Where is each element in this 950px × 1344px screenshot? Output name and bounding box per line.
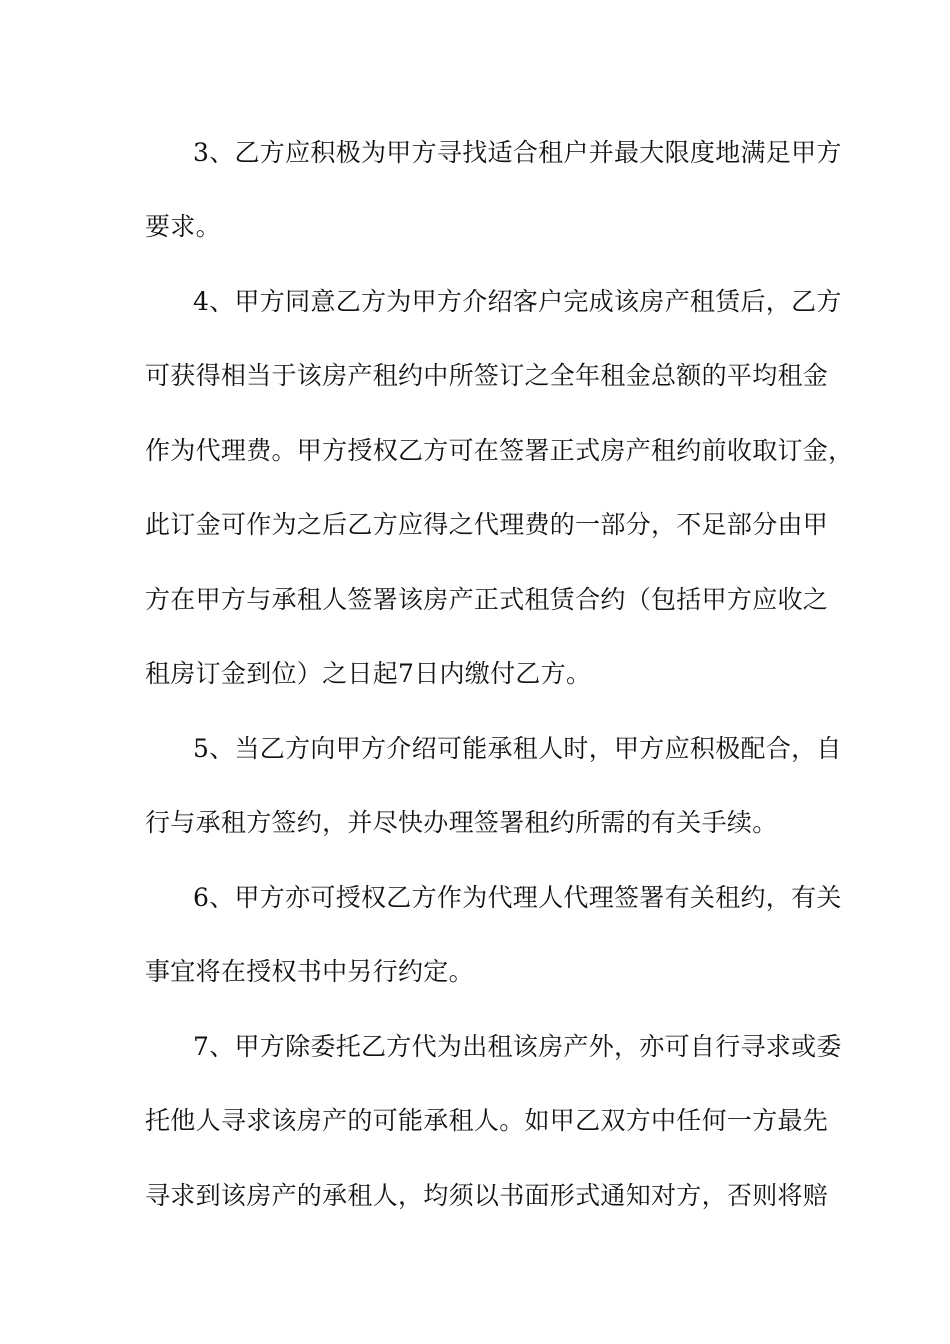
clause-3-line-1: 3、乙方应积极为甲方寻找适合租户并最大限度地满足甲方 xyxy=(193,138,842,167)
clause-4-line-4: 此订金可作为之后乙方应得之代理费的一部分，不足部分由甲 xyxy=(145,510,829,539)
clause-4-line-1: 4、甲方同意乙方为甲方介绍客户完成该房产租赁后，乙方 xyxy=(193,287,842,316)
clause-7-line-2: 托他人寻求该房产的可能承租人。如甲乙双方中任何一方最先 xyxy=(145,1106,829,1135)
clause-4-line-2: 可获得相当于该房产租约中所签订之全年租金总额的平均租金 xyxy=(145,361,829,390)
clause-4-line-3: 作为代理费。甲方授权乙方可在签署正式房产租约前收取订金， xyxy=(145,436,854,465)
clause-4-line-5: 方在甲方与承租人签署该房产正式租赁合约（包括甲方应收之 xyxy=(145,585,829,614)
clause-7-line-1: 7、甲方除委托乙方代为出租该房产外，亦可自行寻求或委 xyxy=(193,1032,842,1061)
clause-4-line-6: 租房订金到位）之日起7日内缴付乙方。 xyxy=(145,659,592,688)
clause-7-line-3: 寻求到该房产的承租人，均须以书面形式通知对方，否则将赔 xyxy=(145,1181,829,1210)
clause-5-line-1: 5、当乙方向甲方介绍可能承租人时，甲方应积极配合，自 xyxy=(193,734,842,763)
clause-6-line-2: 事宜将在授权书中另行约定。 xyxy=(145,957,474,986)
clause-3-line-2: 要求。 xyxy=(145,212,221,241)
clause-6-line-1: 6、甲方亦可授权乙方作为代理人代理签署有关租约，有关 xyxy=(193,883,842,912)
clause-5-line-2: 行与承租方签约，并尽快办理签署租约所需的有关手续。 xyxy=(145,808,778,837)
